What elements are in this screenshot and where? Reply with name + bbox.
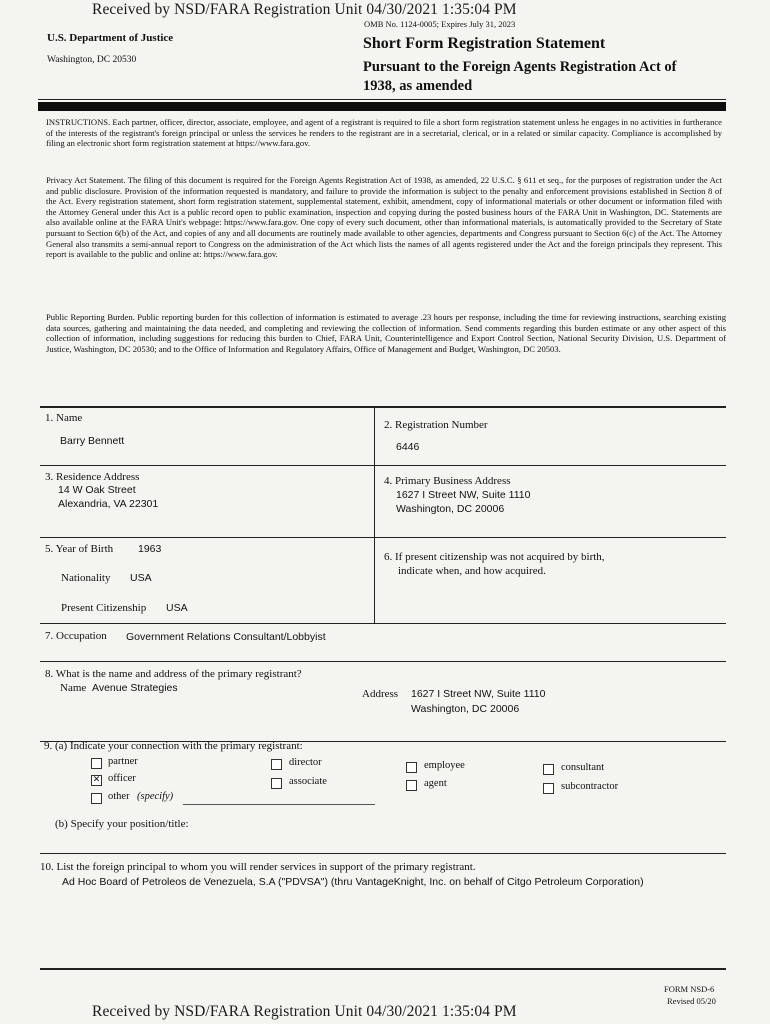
q2-label: 2. Registration Number <box>384 419 488 431</box>
partner-checkbox[interactable] <box>91 758 102 769</box>
residence-address-line1[interactable]: 14 W Oak Street <box>58 484 136 496</box>
subcontractor-checkbox[interactable] <box>543 783 554 794</box>
nationality-field[interactable]: USA <box>130 572 152 584</box>
row4-rule <box>40 661 726 662</box>
registrant-name-field[interactable]: Avenue Strategies <box>92 682 178 694</box>
officer-checkbox[interactable]: ✕ <box>92 775 101 785</box>
occupation-field[interactable]: Government Relations Consultant/Lobbyist <box>126 631 326 643</box>
row6-rule <box>40 853 726 854</box>
q3-label: 3. Residence Address <box>45 471 140 483</box>
q1-label: 1. Name <box>45 412 83 424</box>
q6-label-line2: indicate when, and how acquired. <box>398 565 546 577</box>
employee-label: employee <box>424 760 465 771</box>
row3-rule <box>40 623 726 624</box>
citizenship-field[interactable]: USA <box>166 602 188 614</box>
q8-name-label: Name <box>60 682 87 694</box>
year-of-birth-field[interactable]: 1963 <box>138 543 162 555</box>
column-divider <box>374 406 375 623</box>
received-stamp-top: Received by NSD/FARA Registration Unit 04/30/2021 1:35:04 PM <box>92 1 517 18</box>
agent-checkbox[interactable] <box>406 780 417 791</box>
privacy-act-paragraph: Privacy Act Statement. The filing of this document is required for the Foreign Agents Registration Act of 1938, as amended, 22 U.S.C. § 611 et seq., for the purposes of registration under the Act and public disclosure. Provision of the information requested is mandatory, and failure to provide the information is subject to the penalty and enforcement provisions established in Section 8 of the Act. Every registration statement, short form registration statement, supplemental statement, exhibit, amendment, copy of informational materials or other document or information filed with the Attorney General under this Act is a public record open to public examination, inspection and copying during the posted business hours of the FARA Unit in Washington, DC. Statements are also available online at the FARA Unit's webpage: https://www.fara.gov. One copy of every such document, other than informational materials, is automatically provided to the Secretary of State pursuant to Section 6(b) of the Act, and copies of any and all documents are routinely made available to other agencies, departments and Congress pursuant to Section 6(c) of the Act. The Attorney General also transmits a semi-annual report to Congress on the administration of the Act which lists the names of all agents registered under the Act and the foreign principals they represent. This report is available to the public and online at: https://www.fara.gov. <box>46 175 722 260</box>
instructions-paragraph: INSTRUCTIONS. Each partner, officer, director, associate, employee, and agent of a registrant is required to file a short form registration statement unless he engages in no activities in furtherance of the interests of the registrant's foreign principal or unless the services he renders to the registrant are in a secretarial, clerical, or in a related or similar capacity. Compliance is accomplished by filing an electronic short form registration statement at https://www.fara.gov. <box>46 117 722 149</box>
form-revised: Revised 05/20 <box>667 996 716 1006</box>
omb-number: OMB No. 1124-0005; Expires July 31, 2023 <box>364 19 516 29</box>
q8-address-label: Address <box>362 688 399 700</box>
other-specify-field[interactable] <box>183 804 375 805</box>
employee-checkbox[interactable] <box>406 762 417 773</box>
director-checkbox[interactable] <box>271 759 282 770</box>
form-bottom-rule <box>40 968 726 970</box>
name-field[interactable]: Barry Bennett <box>60 435 125 447</box>
other-checkbox[interactable] <box>91 793 102 804</box>
q5-label: 5. Year of Birth <box>45 543 114 555</box>
row1-rule <box>40 465 726 466</box>
partner-label: partner <box>108 756 138 767</box>
business-address-line1[interactable]: 1627 I Street NW, Suite 1110 <box>396 489 531 501</box>
q10-label: 10. List the foreign principal to whom you will render services in support of the primary registrant. <box>40 861 476 873</box>
form-top-rule <box>40 406 726 408</box>
header-rule-thick <box>38 102 726 111</box>
received-stamp-bottom: Received by NSD/FARA Registration Unit 04/30/2021 1:35:04 PM <box>92 1003 517 1020</box>
nationality-label: Nationality <box>61 572 111 584</box>
q9a-label: 9. (a) Indicate your connection with the primary registrant: <box>44 740 303 752</box>
registration-number-field[interactable]: 6446 <box>396 441 420 453</box>
form-subtitle-line2: 1938, as amended <box>363 78 473 94</box>
q6-label-line1: 6. If present citizenship was not acquired by birth, <box>384 551 605 563</box>
associate-label: associate <box>289 776 327 787</box>
form-subtitle-line1: Pursuant to the Foreign Agents Registration Act of <box>363 59 677 75</box>
row2-rule <box>40 537 726 538</box>
director-label: director <box>289 757 322 768</box>
consultant-label: consultant <box>561 762 605 773</box>
subcontractor-label: subcontractor <box>561 781 619 792</box>
department-name: U.S. Department of Justice <box>47 32 174 44</box>
other-label: other <box>108 791 130 802</box>
q8-label: 8. What is the name and address of the primary registrant? <box>45 668 302 680</box>
agent-label: agent <box>424 778 447 789</box>
form-id: FORM NSD-6 <box>664 984 715 994</box>
other-specify-label: (specify) <box>137 791 174 802</box>
associate-checkbox[interactable] <box>271 778 282 789</box>
residence-address-line2[interactable]: Alexandria, VA 22301 <box>58 498 159 510</box>
q4-label: 4. Primary Business Address <box>384 475 511 487</box>
registrant-address-line2[interactable]: Washington, DC 20006 <box>411 703 520 715</box>
department-location: Washington, DC 20530 <box>47 55 137 65</box>
header-rule-thin <box>38 99 726 100</box>
officer-label: officer <box>108 773 136 784</box>
q9b-label: (b) Specify your position/title: <box>55 818 189 830</box>
public-burden-paragraph: Public Reporting Burden. Public reporting burden for this collection of information is estimated to average .23 hours per response, including the time for reviewing instructions, searching existing data sources, gathering and maintaining the data needed, and completing and reviewing the collection of information. Send comments regarding this burden estimate or any other aspect of this collection of information, including suggestions for reducing this burden to Chief, FARA Unit, Counterintelligence and Export Control Section, National Security Division, U.S. Department of Justice, Washington, DC 20530; and to the Office of Information and Regulatory Affairs, Office of Management and Budget, Washington, DC 20503. <box>46 312 726 354</box>
registrant-address-line1[interactable]: 1627 I Street NW, Suite 1110 <box>411 688 546 700</box>
foreign-principal-field[interactable]: Ad Hoc Board of Petroleos de Venezuela, S.A ("PDVSA") (thru VantageKnight, Inc. on behalf of Citgo Petroleum Corporation) <box>62 876 644 888</box>
consultant-checkbox[interactable] <box>543 764 554 775</box>
citizenship-label: Present Citizenship <box>61 602 147 614</box>
business-address-line2[interactable]: Washington, DC 20006 <box>396 503 505 515</box>
form-title: Short Form Registration Statement <box>363 35 606 52</box>
q7-label: 7. Occupation <box>45 630 107 642</box>
